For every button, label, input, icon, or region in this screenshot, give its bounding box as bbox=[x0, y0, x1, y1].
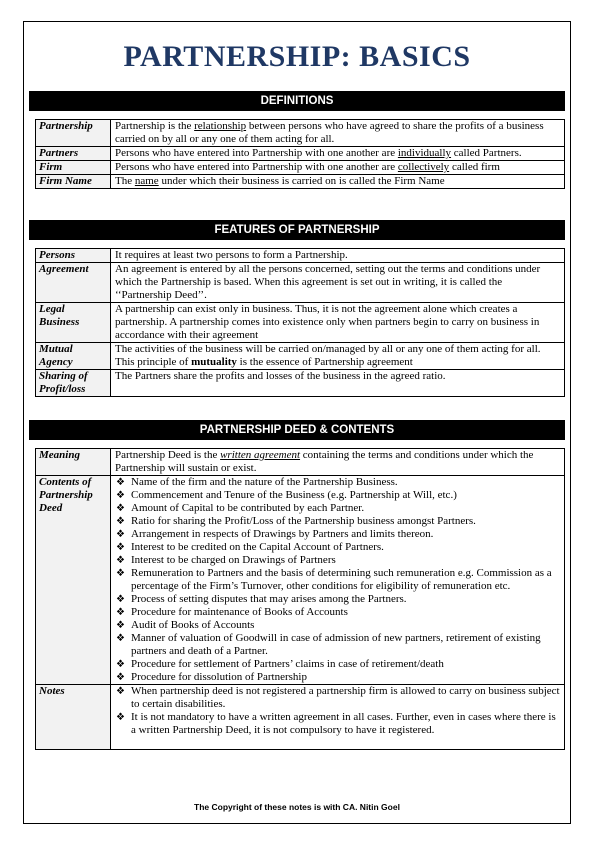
list-item: ❖ Procedure for maintenance of Books of Accounts bbox=[116, 606, 348, 618]
table-row bbox=[36, 449, 565, 476]
deed-table bbox=[35, 448, 565, 750]
definition-label: Partners bbox=[36, 147, 111, 161]
table-row bbox=[36, 370, 565, 397]
feature-text: The activities of the business will be carried on/managed by all or any one of them acting for all. This principle of mutuality is the essence of Partnership agreement bbox=[111, 343, 565, 370]
definition-label: Firm Name bbox=[36, 175, 111, 189]
deed-contents-cell bbox=[111, 476, 565, 685]
deed-label: Notes bbox=[36, 685, 111, 750]
list-item: ❖ Manner of valuation of Goodwill in case of admission of new partners, retirement of existing partners and death of a Partner. bbox=[116, 632, 541, 657]
feature-text: A partnership can exist only in business. Thus, it is not the agreement alone which creates a partnership. A partnership comes into existence only when partners begin to carry on business in accordance with their agreement bbox=[111, 303, 565, 343]
feature-text: It requires at least two persons to form a Partnership. bbox=[111, 249, 565, 263]
list-item: ❖ Procedure for settlement of Partners’ claims in case of retirement/death bbox=[116, 658, 444, 670]
feature-label: Persons bbox=[36, 249, 111, 263]
diamond-bullet-icon: ❖ bbox=[116, 542, 125, 553]
list-item: ❖ It is not mandatory to have a written agreement in all cases. Further, even in cases where there is a written Partnership Deed, it is not compulsory to have it registered. bbox=[116, 711, 556, 736]
deed-contents-list bbox=[115, 476, 560, 684]
deed-notes-cell bbox=[111, 685, 565, 750]
definitions-table bbox=[35, 119, 565, 189]
definition-label: Firm bbox=[36, 161, 111, 175]
diamond-bullet-icon: ❖ bbox=[116, 659, 125, 670]
diamond-bullet-icon: ❖ bbox=[116, 620, 125, 631]
page-title: PARTNERSHIP: BASICS bbox=[123, 40, 471, 73]
diamond-bullet-icon: ❖ bbox=[116, 529, 125, 540]
list-item: ❖ Procedure for dissolution of Partnership bbox=[116, 671, 307, 683]
definition-label: Partnership bbox=[36, 120, 111, 147]
diamond-bullet-icon: ❖ bbox=[116, 568, 125, 579]
feature-label: Sharing of Profit/loss bbox=[36, 370, 111, 397]
features-table bbox=[35, 248, 565, 397]
list-item: ❖ Commencement and Tenure of the Business (e.g. Partnership at Will, etc.) bbox=[116, 489, 457, 501]
diamond-bullet-icon: ❖ bbox=[116, 555, 125, 566]
table-row bbox=[36, 303, 565, 343]
diamond-bullet-icon: ❖ bbox=[116, 633, 125, 644]
table-row bbox=[36, 476, 565, 685]
definition-text: Persons who have entered into Partnership with one another are individually called Partners. bbox=[111, 147, 565, 161]
diamond-bullet-icon: ❖ bbox=[116, 503, 125, 514]
deed-heading: PARTNERSHIP DEED & CONTENTS bbox=[29, 420, 565, 440]
definition-text: The name under which their business is carried on is called the Firm Name bbox=[111, 175, 565, 189]
table-row bbox=[36, 175, 565, 189]
table-row bbox=[36, 147, 565, 161]
list-item: ❖ Name of the firm and the nature of the Partnership Business. bbox=[116, 476, 398, 488]
diamond-bullet-icon: ❖ bbox=[116, 490, 125, 501]
deed-meaning-text: Partnership Deed is the written agreement containing the terms and conditions under which the Partnership will sustain or exist. bbox=[111, 449, 565, 476]
diamond-bullet-icon: ❖ bbox=[116, 686, 125, 697]
definition-text: Persons who have entered into Partnership with one another are collectively called firm bbox=[111, 161, 565, 175]
table-row bbox=[36, 249, 565, 263]
list-item: ❖ Ratio for sharing the Profit/Loss of the Partnership business amongst Partners. bbox=[116, 515, 476, 527]
feature-text: The Partners share the profits and losses of the business in the agreed ratio. bbox=[111, 370, 565, 397]
list-item: ❖ When partnership deed is not registered a partnership firm is allowed to carry on business subject to certain disabilities. bbox=[116, 685, 560, 710]
list-item: ❖ Interest to be charged on Drawings of Partners bbox=[116, 554, 336, 566]
list-item: ❖ Remuneration to Partners and the basis of determining such remuneration e.g. Commission as a percentage of the Firm’s Turnover, other conditions for eligibility of remuneration etc. bbox=[116, 567, 552, 592]
table-row bbox=[36, 120, 565, 147]
list-item: ❖ Audit of Books of Accounts bbox=[116, 619, 255, 631]
diamond-bullet-icon: ❖ bbox=[116, 594, 125, 605]
deed-notes-list bbox=[115, 685, 560, 737]
diamond-bullet-icon: ❖ bbox=[116, 712, 125, 723]
diamond-bullet-icon: ❖ bbox=[116, 477, 125, 488]
feature-text: An agreement is entered by all the persons concerned, setting out the terms and conditions under which the Partnership is based. When this agreement is set out in writing, it is called the ‘‘Partnership Deed’’. bbox=[111, 263, 565, 303]
table-row bbox=[36, 263, 565, 303]
definitions-heading: DEFINITIONS bbox=[29, 91, 565, 111]
definition-text: Partnership is the relationship between persons who have agreed to share the profits of a business carried on by all or any one of them acting for all. bbox=[111, 120, 565, 147]
deed-label: Meaning bbox=[36, 449, 111, 476]
feature-label: Agreement bbox=[36, 263, 111, 303]
features-heading: FEATURES OF PARTNERSHIP bbox=[29, 220, 565, 240]
diamond-bullet-icon: ❖ bbox=[116, 516, 125, 527]
table-row bbox=[36, 161, 565, 175]
list-item: ❖ Process of setting disputes that may arises among the Partners. bbox=[116, 593, 407, 605]
feature-label: Mutual Agency bbox=[36, 343, 111, 370]
table-row bbox=[36, 343, 565, 370]
deed-label: Contents of Partnership Deed bbox=[36, 476, 111, 685]
diamond-bullet-icon: ❖ bbox=[116, 607, 125, 618]
table-row bbox=[36, 685, 565, 750]
list-item: ❖ Arrangement in respects of Drawings by Partners and limits thereon. bbox=[116, 528, 434, 540]
copyright-footer: The Copyright of these notes is with CA. Nitin Goel bbox=[194, 802, 400, 812]
feature-label: Legal Business bbox=[36, 303, 111, 343]
list-item: ❖ Interest to be credited on the Capital Account of Partners. bbox=[116, 541, 384, 553]
list-item: ❖ Amount of Capital to be contributed by each Partner. bbox=[116, 502, 365, 514]
diamond-bullet-icon: ❖ bbox=[116, 672, 125, 683]
